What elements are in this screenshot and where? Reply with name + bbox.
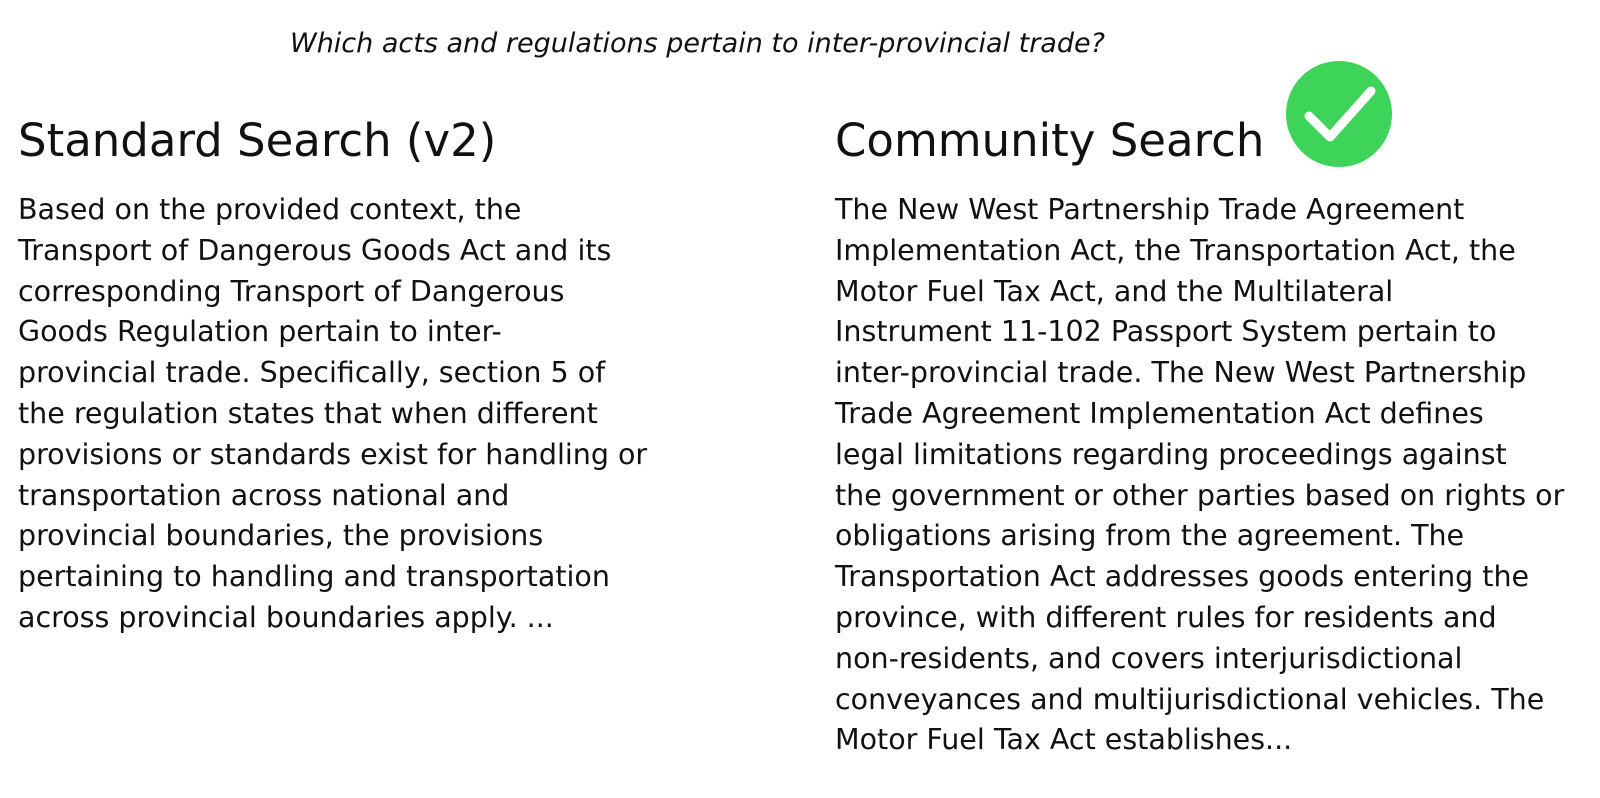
standard-search-answer: Based on the provided context, the Transport of Dangerous Goods Act and its corresponding Transport of Dangerous Goods Regulation pertain to inter- provincial trade. Specifically, section 5 of the regulation states that when different provisions or standards exist for handling or transportation across national and provincial boundaries, the provisions pertaining to handling and transportation across provincial boundaries apply. ... bbox=[18, 193, 648, 634]
standard-search-heading-row bbox=[18, 110, 678, 172]
standard-search-panel bbox=[18, 110, 678, 639]
community-search-heading-row bbox=[835, 110, 1575, 172]
question-text: Which acts and regulations pertain to inter-provincial trade? bbox=[290, 28, 1105, 59]
standard-search-title: Standard Search (v2) bbox=[18, 114, 497, 168]
community-search-title: Community Search bbox=[835, 114, 1265, 168]
check-circle-icon bbox=[1285, 60, 1393, 168]
community-search-answer: The New West Partnership Trade Agreement Implementation Act, the Transportation Act, the Motor Fuel Tax Act, and the Multilateral Instrument 11-102 Passport System pertain to inter-provincial trade. The New West Partnership Trade Agreement Implementation Act defines legal limitations regarding proceedings against the government or other parties based on rights or obligations arising from the agreement. The Transportation Act addresses goods entering the province, with different rules for residents and non-residents, and covers interjurisdictional conveyances and multijurisdictional vehicles. The Motor Fuel Tax Act establishes... bbox=[835, 193, 1565, 757]
community-search-panel bbox=[835, 110, 1575, 761]
